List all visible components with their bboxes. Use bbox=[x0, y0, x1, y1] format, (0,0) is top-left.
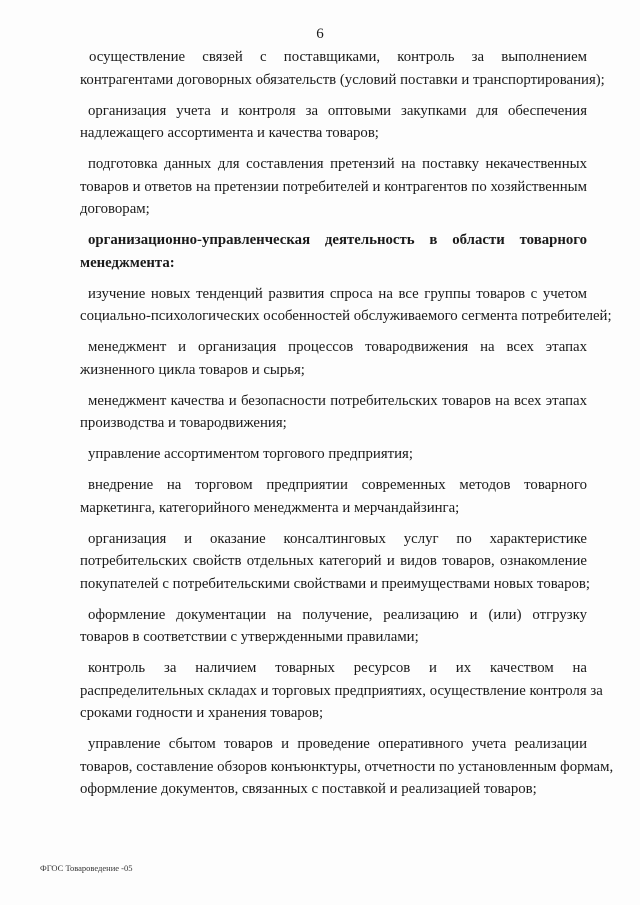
text-line: менеджмента: bbox=[80, 254, 175, 271]
paragraph bbox=[80, 474, 587, 519]
paragraph bbox=[80, 604, 587, 649]
text-line: управление ассортиментом торгового предприятия; bbox=[88, 446, 413, 462]
text-line: менеджмент и организация процессов товародвижения на всех этапах bbox=[88, 339, 587, 355]
text-line: потребительских свойств отдельных категорий и видов товаров, ознакомление bbox=[80, 553, 587, 569]
text-line: товаров, составление обзоров конъюнктуры, отчетности по установленным формам, bbox=[80, 758, 614, 775]
text-line: товаров и ответов на претензии потребителей и контрагентов по хозяйственным bbox=[80, 178, 587, 195]
text-line: маркетинга, категорийного менеджмента и мерчандайзинга; bbox=[80, 499, 460, 516]
paragraph bbox=[80, 733, 614, 801]
paragraph bbox=[80, 46, 605, 91]
text-line: сроками годности и хранения товаров; bbox=[80, 705, 324, 721]
paragraph bbox=[80, 657, 603, 725]
text-line: социально-психологических особенностей обслуживаемого сегмента потребителей; bbox=[80, 308, 612, 324]
text-line: внедрение на торговом предприятии современных методов товарного bbox=[88, 477, 587, 493]
text-line: покупателей с потребительскими свойствами и преимуществами новых товаров; bbox=[80, 575, 590, 592]
text-line: распределительных складах и торговых предприятиях, осуществление контроля за bbox=[80, 682, 603, 699]
text-line: жизненного цикла товаров и сырья; bbox=[80, 361, 305, 378]
paragraph bbox=[80, 336, 587, 381]
text-line: изучение новых тенденций развития спроса на все группы товаров с учетом bbox=[88, 285, 587, 302]
text-line: оформление документов, связанных с поставкой и реализацией товаров; bbox=[80, 781, 537, 797]
text-line: договорам; bbox=[80, 201, 150, 217]
text-line: производства и товародвижения; bbox=[80, 415, 287, 431]
page-footer: ФГОС Товароведение -05 bbox=[40, 863, 133, 873]
text-line: надлежащего ассортимента и качества товаров; bbox=[80, 125, 379, 141]
page-number: 6 bbox=[316, 26, 324, 42]
paragraph bbox=[80, 390, 587, 435]
text-line: организация и оказание консалтинговых услуг по характеристике bbox=[88, 530, 587, 547]
text-line: организационно-управленческая деятельность в области товарного bbox=[88, 232, 587, 248]
paragraph bbox=[80, 443, 587, 466]
text-line: управление сбытом товаров и проведение оперативного учета реализации bbox=[88, 736, 587, 752]
text-line: оформление документации на получение, реализацию и (или) отгрузку bbox=[88, 606, 587, 623]
paragraph bbox=[80, 283, 612, 328]
paragraph bbox=[80, 100, 587, 145]
text-line: товаров в соответствии с утвержденными правилами; bbox=[80, 629, 419, 645]
text-line: контроль за наличием товарных ресурсов и их качеством на bbox=[88, 660, 587, 676]
text-line: контрагентами договорных обязательств (условий поставки и транспортирования); bbox=[80, 71, 605, 88]
text-line: осуществление связей с поставщиками, контроль за выполнением bbox=[89, 49, 587, 65]
text-line: подготовка данных для составления претензий на поставку некачественных bbox=[88, 156, 587, 172]
text-line: менеджмент качества и безопасности потребительских товаров на всех этапах bbox=[88, 392, 587, 409]
paragraph bbox=[80, 153, 587, 221]
document-body bbox=[80, 46, 614, 801]
text-line: организация учета и контроля за оптовыми закупками для обеспечения bbox=[88, 102, 587, 119]
paragraph bbox=[80, 528, 590, 596]
section-heading bbox=[80, 229, 587, 274]
